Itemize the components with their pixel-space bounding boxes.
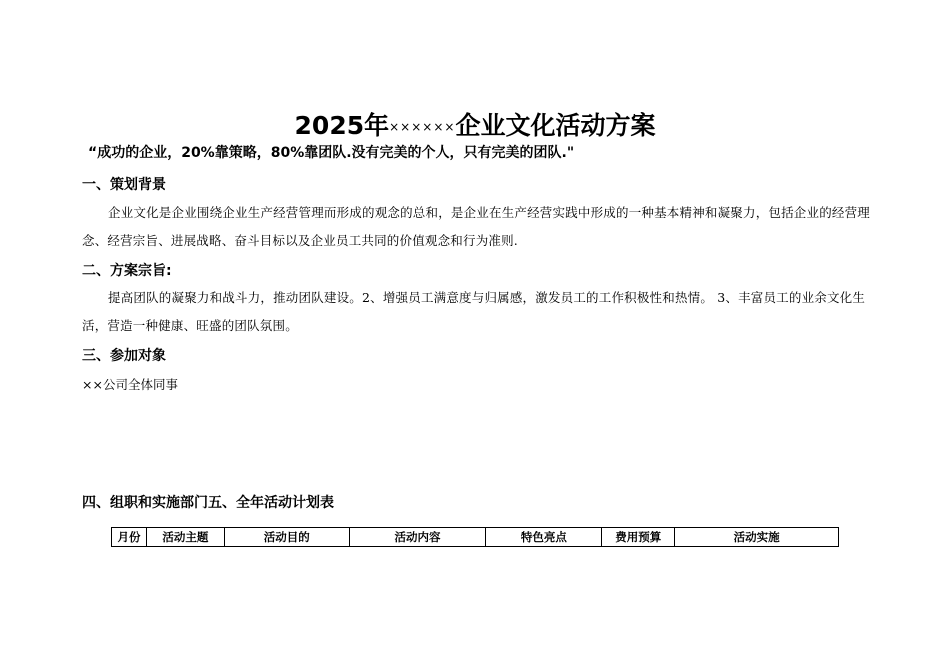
document-title [0, 106, 950, 142]
section-body-purpose: 提高团队的凝聚力和战斗力，推动团队建设。2、增强员工满意度与归属感，激发员工的工作积极性和热情。 3、丰富员工的业余文化生活，营造一种健康、旺盛的团队氛围。 [82, 290, 866, 333]
section-heading-organization: 四、组职和实施部门五、全年活动计划表 [82, 495, 334, 511]
section-heading-background: 一、策划背景 [82, 177, 166, 193]
header-content: 活动内容 [349, 528, 486, 547]
table-header-row [112, 528, 839, 547]
header-implementation: 活动实施 [675, 528, 839, 547]
header-theme: 活动主题 [146, 528, 224, 547]
header-highlights: 特色亮点 [486, 528, 602, 547]
activity-plan-table [111, 527, 839, 547]
header-purpose: 活动目的 [224, 528, 349, 547]
header-budget: 费用预算 [602, 528, 675, 547]
title-rest: 企业文化活动方案 [455, 111, 656, 140]
title-mask: ×××××× [389, 120, 456, 134]
motto-quote: “成功的企业，20%靠策略，80%靠团队.没有完美的个人，只有完美的团队." [88, 145, 575, 161]
header-month: 月份 [112, 528, 147, 547]
title-year: 2025年 [294, 111, 390, 140]
section-heading-participants: 三、参加对象 [82, 348, 166, 364]
section-body-background: 企业文化是企业围绕企业生产经营管理而形成的观念的总和，是企业在生产经营实践中形成的一种基本精神和凝聚力，包括企业的经营理念、经营宗旨、进展战略、奋斗目标以及企业员工共同的价值观念和行为准则. [82, 205, 871, 248]
section-heading-purpose: 二、方案宗旨: [82, 263, 172, 279]
section-body-participants: ××公司全体同事 [82, 377, 178, 392]
